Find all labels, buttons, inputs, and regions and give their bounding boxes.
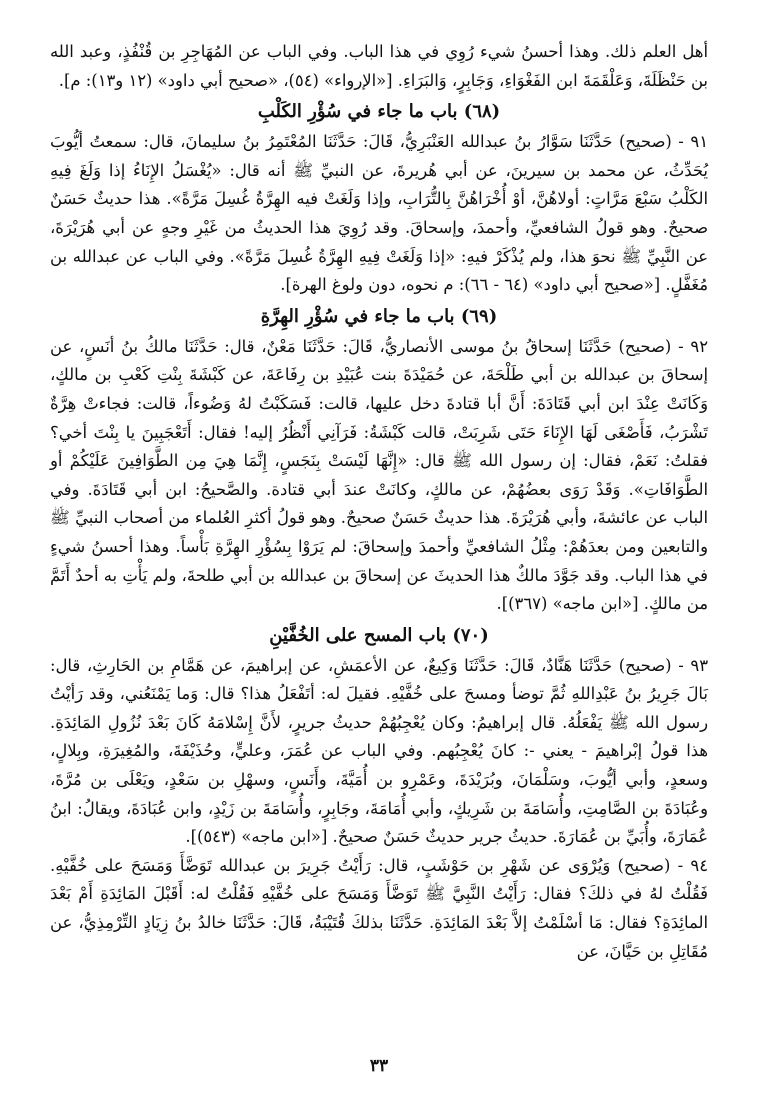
page-number: ٣٣	[369, 1056, 389, 1076]
chapter-heading-70: (٧٠) باب المسح على الخُفَّيْنِ	[269, 624, 489, 646]
paragraph-intro: أهل العلم ذلك. وهذا أحسنُ شيء رُوِي في هذا الباب. وفي الباب عن المُهَاجِرِ بن قُنْفُذٍ، وعبد الله بن حَنْظَلَةَ، وَعَلْقَمَةَ ابن الفَغْوَاءِ، وَجَابِرٍ، وَالبَرَاءِ. [«الإرواء» (٥٤)، «صحيح أبي داود» (١٢ و١٣): م].	[50, 42, 708, 90]
hadith-93: ٩٣ - (صحيح) حَدَّثَنَا هَنَّادٌ، قَالَ: حَدَّثَنَا وَكِيعٌ، عن الأعمَشِ، عن إبراهيمَ، عن هَمَّامِ بن الحَارِثِ، قال: بَالَ جَرِيرُ بنُ عَبْدِاللهِ ثُمَّ توضأ ومسحَ على خُفَّيْهِ. فقيلَ له: أتَفْعَلُ هذا؟ قال: وَما يَمْنَعُني، وقد رَأيْتُ رسول الله ﷺ يَفْعَلُهُ. قال إبراهيمُ: وكان يُعْجِبُهُمْ حديثُ جريرٍ، لأَنَّ إِسْلامَهُ كَانَ بَعْدَ نُزُولِ المَائِدَةِ. هذا قولُ إبْراهيمَ - يعني -: كانَ يُعْجِبُهم. وفي الباب عن عُمَرَ، وعليٍّ، وحُذَيْفَةَ، والمُغِيرَةِ، وبِلالٍ، وسعدٍ، وأبي أيُّوبَ، وسَلْمَانَ، وبُرَيْدَةَ، وعَمْرِو بن أُمَيَّةَ، وأَنَسٍ، وسهْلِ بن سَعْدٍ، ويَعْلَى بن مُرَّةَ، وعُبَادَةَ بن الصَّامِتِ، وأُسَامَةَ بن شَرِيكٍ، وأبي أُمَامَةَ، وجَابِرٍ، وأُسَامَةَ بن زَيْدٍ، وابن عُبَادَةَ، ويقالُ: ابنُ عُمَارَةَ، وأُبَيِّ بن عُمَارَةَ. حديثُ جرير حديثٌ حَسَنٌ صحيحٌ. [«ابن ماجه» (٥٤٣)].	[50, 655, 708, 847]
chapter-heading-69: (٦٩) باب ما جاء في سُؤْرِ الهِرَّةِ	[260, 305, 498, 327]
hadith-91: ٩١ - (صحيح) حَدَّثَنَا سَوَّارُ بنُ عبدالله العَنْبَرِيُّ، قَالَ: حَدَّثَنَا المُعْتَمِرُ بنُ سليمانَ، قال: سمعتُ أيُّوبَ يُحَدِّثُ، عن محمد بن سيرينَ، عن أبي هُريرةَ، عن النبيِّ ﷺ أنه قال: «يُغْسَلُ الإِنَاءُ إذا وَلَغَ فِيهِ الكَلْبُ سَبْعَ مَرَّاتٍ: أولاهُنَّ، أوْ أُخْرَاهُنَّ بِالتُّرَابِ، وإذا وَلَغَتْ فيه الهِرَّةُ غُسِلَ مَرَّةً». هذا حديثٌ حَسَنٌ صحيحٌ. وهو قولُ الشافعيِّ، وأحمدَ، وإسحاقَ. وقد رُوِيَ هذا الحديثُ من غَيْرِ وجهٍ عن أبي هُرَيْرَةَ، عن النَّبِيِّ ﷺ نحوَ هذا، ولم يُذْكَرْ فيهِ: «إذا وَلَغَتْ فِيهِ الهِرَّةُ غُسِلَ مَرَّةً». وفي الباب عن عبدالله بن مُغَفَّلٍ. [«صحيح أبي داود» (٦٤ - ٦٦): م نحوه، دون ولوغ الهرة].	[50, 132, 708, 295]
hadith-92: ٩٢ - (صحيح) حَدَّثَنَا إسحاقُ بنُ موسى الأنصاريُّ، قَالَ: حَدَّثَنَا مَعْنٌ، قال: حَدَّثَنَا مالكُ بنُ أنَسٍ، عن إسحاقَ بن عبدالله بن أبي طَلْحَةَ، عن حُمَيْدَةَ بنت عُبَيْدِ بن رِفَاعَةَ، عن كَبْشَةَ بِنْتِ كَعْبِ بن مالكٍ، وَكَانَتْ عِنْدَ ابن أبي قَتَادَةَ: أَنَّ أبا قتادةَ دخل عليها، قالت: فَسَكَبْتُ لهُ وَضُوءاً، قالت: فجاءتْ هِرَّةٌ تَشْرَبُ، فَأَصْغَى لَهَا الإِنَاءَ حَتَى شَرِبَتْ، قالت كَبْشَةُ: فَرَآنِي أَنْظُرُ إليه! فقال: أَتَعْجَبِينَ يا بِنْتَ أخي؟ فقلتُ: نَعَمْ، فقال: إن رسول الله ﷺ قال: «إِنَّهَا لَيْسَتْ بِنَجَسٍ، إِنَّمَا هِيَ مِن الطَّوَافِينَ عَلَيْكُمْ أو الطَّوَافَاتِ». وَقَدْ رَوَى بعضُهُمْ، عن مالكٍ، وكانَتْ عندَ أبي قتادة. والصَّحيحُ: ابن أبي قَتَادَةَ. وفي الباب عن عائشةَ، وأبي هُرَيْرَةَ. هذا حديثٌ حَسَنٌ صحيحٌ. وهو قولُ أكثرِ العُلماء من أصحاب النبيِّ ﷺ والتابعين ومن بعدَهُمْ: مِثْلُ الشافعيِّ وأحمدَ وإسحاقَ: لم يَرَوْا بِسُؤْرِ الهِرَّةِ بَأْساً. وهذا أحسنُ شيءٍ في هذا الباب. وقد جَوَّدَ مالكٌ هذا الحديثَ عن إسحاقَ بن عبدالله بن أبي طلحةَ، ولم يَأْتِ به أحدٌ أَتَمَّ من مالكٍ. [«ابن ماجه» (٣٦٧)].	[50, 336, 708, 614]
chapter-heading-68: (٦٨) باب ما جاء في سُؤْرِ الكَلْبِ	[257, 101, 501, 123]
hadith-94: ٩٤ - (صحيح) وَيُرْوَى عن شَهْرِ بن حَوْشَبٍ، قال: رَأَيْتُ جَرِيرَ بن عبدالله تَوَضَّأَ وَمَسَحَ على خُفَّيْهِ. فَقُلْتُ لهُ في ذلكَ؟ فقال: رَأَيْتُ النَّبِيَّ ﷺ تَوَضَّأَ وَمَسَحَ على خُفَّيْهِ فَقُلْتُ له: أَقَبْلَ المَائِدَةِ أَمْ بَعْدَ المائِدَةِ؟ فقال: مَا أسْلَمْتُ إلاَّ بَعْدَ المَائِدَةِ. حَدَّثَنَا بذلكَ قُتَيْبَةُ، قَالَ: حَدَّثَنَا خالدُ بنُ زِيَادٍ التِّرْمِذِيُّ، عن مُقَاتِلِ بن حَيَّانَ، عن	[50, 855, 708, 961]
